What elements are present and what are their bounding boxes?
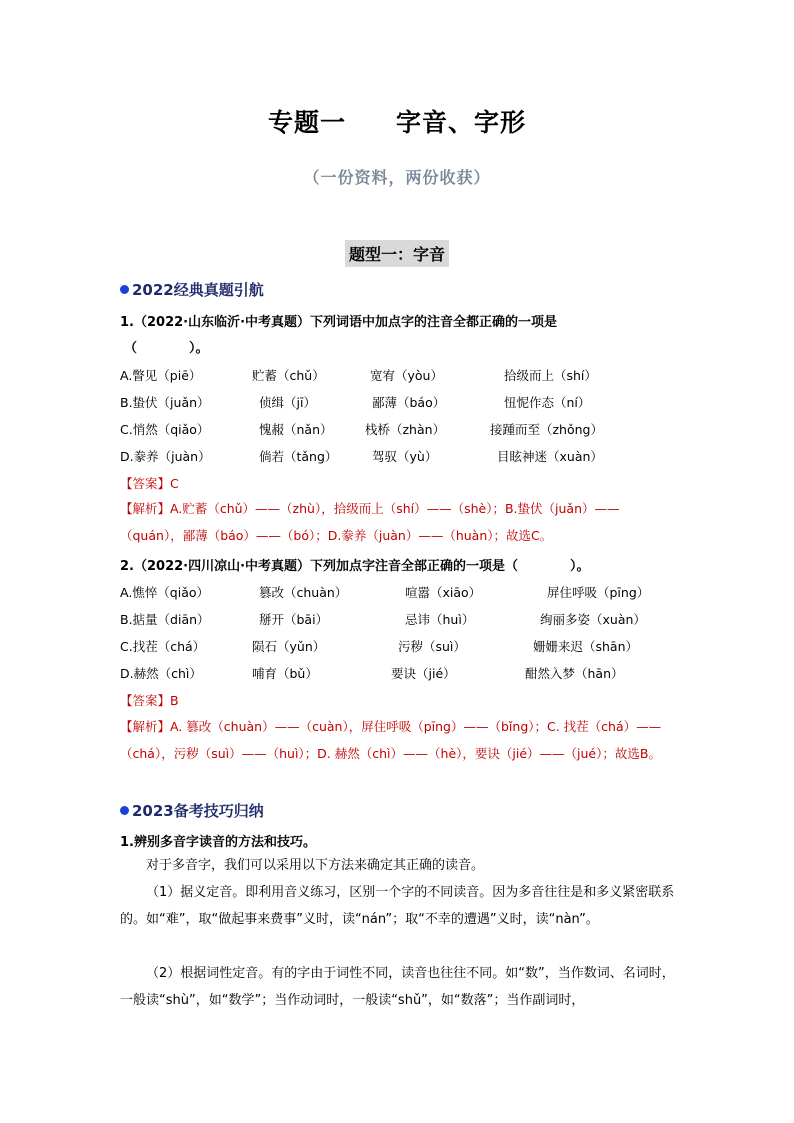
option-item: B.掂量（diān） bbox=[120, 612, 210, 627]
option-item: 倘若（tǎng） bbox=[259, 449, 338, 464]
option-item: 忌讳（huì） bbox=[405, 612, 475, 627]
tips-intro: 对于多音字，我们可以采用以下方法来确定其正确的读音。 bbox=[146, 858, 485, 873]
option-item: 忸怩作态（ní） bbox=[504, 395, 591, 410]
option-item: 鄙薄（báo） bbox=[372, 395, 446, 410]
bullet-dot-icon bbox=[120, 285, 129, 294]
option-item: 屏住呼吸（pīng） bbox=[547, 585, 650, 600]
option-item: A.憔悴（qiǎo） bbox=[120, 585, 210, 600]
option-item: 接踵而至（zhǒng） bbox=[490, 422, 603, 437]
option-item: 宽宥（yòu） bbox=[370, 368, 443, 383]
option-item: C.找茬（chá） bbox=[120, 639, 206, 654]
option-item: 姗姗来迟（shān） bbox=[533, 639, 639, 654]
analysis-text: A. 篡改（chuàn）——（cuàn），屏住呼吸（pīng）——（bǐng）；C. 找茬（chá）——（chá），污秽（suì）——（huì）；D. 赫然（chì）——（hè），要诀（jié）——（jué）；故选B。 bbox=[120, 719, 662, 761]
option-item: 要诀（jié） bbox=[391, 666, 456, 681]
option-item: 陨石（yǔn） bbox=[252, 639, 326, 654]
analysis-text: A.贮蓄（chǔ）——（zhù），拾级而上（shí）——（shè）；B.蛰伏（juǎn）——（quán），鄙薄（báo）——（bó）；D.豢养（juàn）——（huàn）；故选C。 bbox=[120, 501, 620, 543]
type-heading bbox=[0, 240, 794, 267]
answer-value: B bbox=[170, 693, 179, 708]
question-2-analysis bbox=[120, 713, 682, 767]
section-heading-text: 2023备考技巧归纳 bbox=[132, 802, 264, 820]
option-item: 侦缉（jī） bbox=[259, 395, 316, 410]
question-1-stem: 1.（2022·山东临沂·中考真题）下列词语中加点字的注音全都正确的一项是 bbox=[120, 315, 558, 330]
analysis-label: 【解析】 bbox=[120, 719, 171, 734]
option-item: 掰开（bāi） bbox=[259, 612, 329, 627]
question-1-blank: （ ）。 bbox=[124, 341, 209, 356]
option-item: B.蛰伏（juǎn） bbox=[120, 395, 210, 410]
question-2-option-c bbox=[120, 637, 680, 657]
title-topic: 专题一 bbox=[267, 108, 346, 137]
option-item: 栈桥（zhàn） bbox=[365, 422, 446, 437]
page-subtitle: （一份资料，两份收获） bbox=[303, 168, 491, 187]
section-heading-2023 bbox=[120, 800, 264, 821]
option-item: C.悄然（qiǎo） bbox=[120, 422, 210, 437]
question-2-option-b bbox=[120, 610, 680, 630]
tips-paragraph-2: （2）根据词性定音。有的字由于词性不同，读音也往往不同。如“数”，当作数词、名词时，一般读“shù”，如“数学”；当作动词时，一般读“shǔ”，如“数落”；当作副词时， bbox=[120, 966, 675, 1008]
page-title bbox=[0, 103, 794, 139]
question-2-stem: 2.（2022·四川凉山·中考真题）下列加点字注音全部正确的一项是（ ）。 bbox=[120, 559, 590, 574]
section-heading-text: 2022经典真题引航 bbox=[132, 281, 264, 299]
answer-label: 【答案】 bbox=[120, 693, 171, 708]
question-2-answer bbox=[120, 691, 179, 709]
option-item: 目眩神迷（xuàn） bbox=[497, 449, 603, 464]
option-item: 污秽（suì） bbox=[398, 639, 466, 654]
analysis-label: 【解析】 bbox=[120, 501, 171, 516]
option-item: 绚丽多姿（xuàn） bbox=[540, 612, 646, 627]
question-1-analysis bbox=[120, 495, 682, 549]
type-heading-label: 题型一：字音 bbox=[345, 240, 449, 267]
option-item: 哺育（bǔ） bbox=[252, 666, 318, 681]
answer-label: 【答案】 bbox=[120, 476, 171, 491]
tips-paragraph-1: （1）据义定音。即利用音义练习，区别一个字的不同读音。因为多音往往是和多义紧密联系的。如“难”，取“做起事来费事”义时，读“nán”；取“不幸的遭遇”义时，读“nàn”。 bbox=[120, 885, 675, 927]
question-1-option-b bbox=[120, 393, 680, 413]
option-item: D.豢养（juàn） bbox=[120, 449, 211, 464]
option-item: 酣然入梦（hān） bbox=[525, 666, 624, 681]
section-heading-2022 bbox=[120, 279, 264, 300]
question-1-answer bbox=[120, 474, 179, 492]
question-2-option-a bbox=[120, 583, 680, 603]
option-item: 驾驭（yù） bbox=[372, 449, 438, 464]
option-item: A.瞥见（piē） bbox=[120, 368, 202, 383]
question-2-option-d bbox=[120, 664, 680, 684]
answer-value: C bbox=[170, 476, 179, 491]
option-item: D.赫然（chì） bbox=[120, 666, 202, 681]
question-1-option-c bbox=[120, 420, 680, 440]
option-item: 喧嚣（xiāo） bbox=[405, 585, 482, 600]
option-item: 拾级而上（shí） bbox=[504, 368, 597, 383]
question-1-option-d bbox=[120, 447, 680, 467]
bullet-dot-icon bbox=[120, 806, 129, 815]
option-item: 篡改（chuàn） bbox=[259, 585, 348, 600]
option-item: 愧赧（nǎn） bbox=[259, 422, 333, 437]
question-1-option-a bbox=[120, 366, 680, 386]
option-item: 贮蓄（chǔ） bbox=[252, 368, 325, 383]
title-subject: 字音、字形 bbox=[396, 108, 527, 137]
tips-heading: 1.辨别多音字读音的方法和技巧。 bbox=[120, 835, 316, 850]
